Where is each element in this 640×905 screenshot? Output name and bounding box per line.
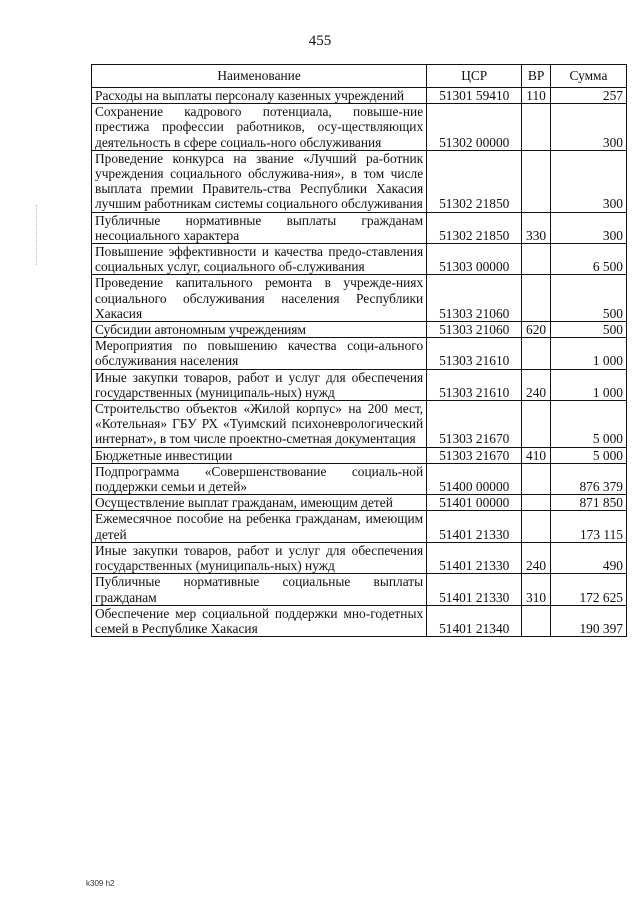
- cell-vr: [522, 338, 551, 369]
- header-sum: Сумма: [550, 65, 626, 88]
- cell-vr: 410: [522, 447, 551, 463]
- cell-vr: [522, 463, 551, 494]
- cell-name: Иные закупки товаров, работ и услуг для обеспечения государственных (муниципаль-ных) нужд: [92, 369, 427, 400]
- cell-csr: 51401 21330: [427, 511, 522, 542]
- cell-name: Публичные нормативные выплаты гражданам несоциального характера: [92, 212, 427, 243]
- cell-sum: 876 379: [550, 463, 626, 494]
- cell-name: Сохранение кадрового потенциала, повыше-ние престижа профессии работников, осу-ществляющих деятельность в сфере социаль-ного обслуживания: [92, 104, 427, 151]
- budget-table: [91, 64, 627, 637]
- cell-sum: 173 115: [550, 511, 626, 542]
- table-row: [92, 495, 627, 511]
- footer-code: k309 h2: [86, 879, 115, 888]
- cell-csr: 51303 21610: [427, 369, 522, 400]
- cell-csr: 51303 21610: [427, 338, 522, 369]
- cell-csr: 51302 00000: [427, 104, 522, 151]
- cell-csr: 51302 21850: [427, 212, 522, 243]
- table-row: [92, 244, 627, 275]
- cell-vr: [522, 401, 551, 448]
- cell-csr: 51303 21060: [427, 322, 522, 338]
- cell-csr: 51401 21330: [427, 574, 522, 605]
- cell-sum: 172 625: [550, 574, 626, 605]
- header-csr: ЦСР: [427, 65, 522, 88]
- cell-name: Строительство объектов «Жилой корпус» на 200 мест, «Котельная» ГБУ РХ «Туимский психоневрологический интернат», в том числе проектно-сметная документация: [92, 401, 427, 448]
- cell-name: Проведение конкурса на звание «Лучший ра-ботник учреждения социального обслужива-ния», в том числе выплата премии Правитель-ства Республики Хакасия лучшим работникам системы социального обслуживания: [92, 150, 427, 212]
- table-body: [92, 88, 627, 637]
- cell-sum: 500: [550, 275, 626, 322]
- cell-name: Повышение эффективности и качества предо-ставления социальных услуг, социального об-служивания: [92, 244, 427, 275]
- cell-vr: 310: [522, 574, 551, 605]
- table-row: [92, 542, 627, 573]
- cell-vr: [522, 605, 551, 636]
- cell-name: Субсидии автономным учреждениям: [92, 322, 427, 338]
- cell-vr: [522, 244, 551, 275]
- cell-vr: [522, 495, 551, 511]
- cell-csr: 51401 21340: [427, 605, 522, 636]
- table-row: [92, 104, 627, 151]
- cell-name: Расходы на выплаты персоналу казенных учреждений: [92, 88, 427, 104]
- cell-vr: [522, 511, 551, 542]
- margin-scan-mark: [36, 205, 38, 265]
- cell-name: Бюджетные инвестиции: [92, 447, 427, 463]
- table-row: [92, 574, 627, 605]
- cell-csr: 51303 21670: [427, 401, 522, 448]
- cell-vr: 110: [522, 88, 551, 104]
- cell-name: Иные закупки товаров, работ и услуг для обеспечения государственных (муниципаль-ных) нужд: [92, 542, 427, 573]
- cell-sum: 871 850: [550, 495, 626, 511]
- table-row: [92, 605, 627, 636]
- cell-sum: 5 000: [550, 447, 626, 463]
- cell-sum: 190 397: [550, 605, 626, 636]
- cell-sum: 257: [550, 88, 626, 104]
- page-number: 455: [308, 33, 332, 49]
- cell-vr: [522, 104, 551, 151]
- table-row: [92, 447, 627, 463]
- table-row: [92, 338, 627, 369]
- cell-csr: 51303 21060: [427, 275, 522, 322]
- table-row: [92, 212, 627, 243]
- table-header-row: [92, 65, 627, 88]
- cell-sum: 1 000: [550, 338, 626, 369]
- cell-name: Ежемесячное пособие на ребенка гражданам, имеющим детей: [92, 511, 427, 542]
- cell-name: Публичные нормативные социальные выплаты гражданам: [92, 574, 427, 605]
- cell-csr: 51401 21330: [427, 542, 522, 573]
- table-row: [92, 369, 627, 400]
- cell-sum: 1 000: [550, 369, 626, 400]
- cell-vr: [522, 150, 551, 212]
- cell-name: Осуществление выплат гражданам, имеющим детей: [92, 495, 427, 511]
- table-row: [92, 401, 627, 448]
- cell-csr: 51303 21670: [427, 447, 522, 463]
- cell-csr: 51400 00000: [427, 463, 522, 494]
- table-row: [92, 511, 627, 542]
- table-row: [92, 150, 627, 212]
- cell-csr: 51302 21850: [427, 150, 522, 212]
- header-name: Наименование: [92, 65, 427, 88]
- cell-sum: 300: [550, 104, 626, 151]
- cell-sum: 490: [550, 542, 626, 573]
- cell-sum: 5 000: [550, 401, 626, 448]
- cell-csr: 51303 00000: [427, 244, 522, 275]
- table-row: [92, 463, 627, 494]
- cell-vr: [522, 275, 551, 322]
- cell-name: Подпрограмма «Совершенствование социаль-ной поддержки семьи и детей»: [92, 463, 427, 494]
- table-row: [92, 275, 627, 322]
- cell-name: Мероприятия по повышению качества соци-ального обслуживания населения: [92, 338, 427, 369]
- cell-csr: 51401 00000: [427, 495, 522, 511]
- cell-name: Обеспечение мер социальной поддержки мно-годетных семей в Республике Хакасия: [92, 605, 427, 636]
- table-row: [92, 322, 627, 338]
- cell-vr: 240: [522, 369, 551, 400]
- header-vr: ВР: [522, 65, 551, 88]
- cell-vr: 330: [522, 212, 551, 243]
- cell-sum: 300: [550, 212, 626, 243]
- cell-name: Проведение капитального ремонта в учрежде-ниях социального обслуживания населения Республики Хакасия: [92, 275, 427, 322]
- table-row: [92, 88, 627, 104]
- cell-vr: 240: [522, 542, 551, 573]
- cell-csr: 51301 59410: [427, 88, 522, 104]
- cell-sum: 6 500: [550, 244, 626, 275]
- cell-sum: 500: [550, 322, 626, 338]
- cell-sum: 300: [550, 150, 626, 212]
- cell-vr: 620: [522, 322, 551, 338]
